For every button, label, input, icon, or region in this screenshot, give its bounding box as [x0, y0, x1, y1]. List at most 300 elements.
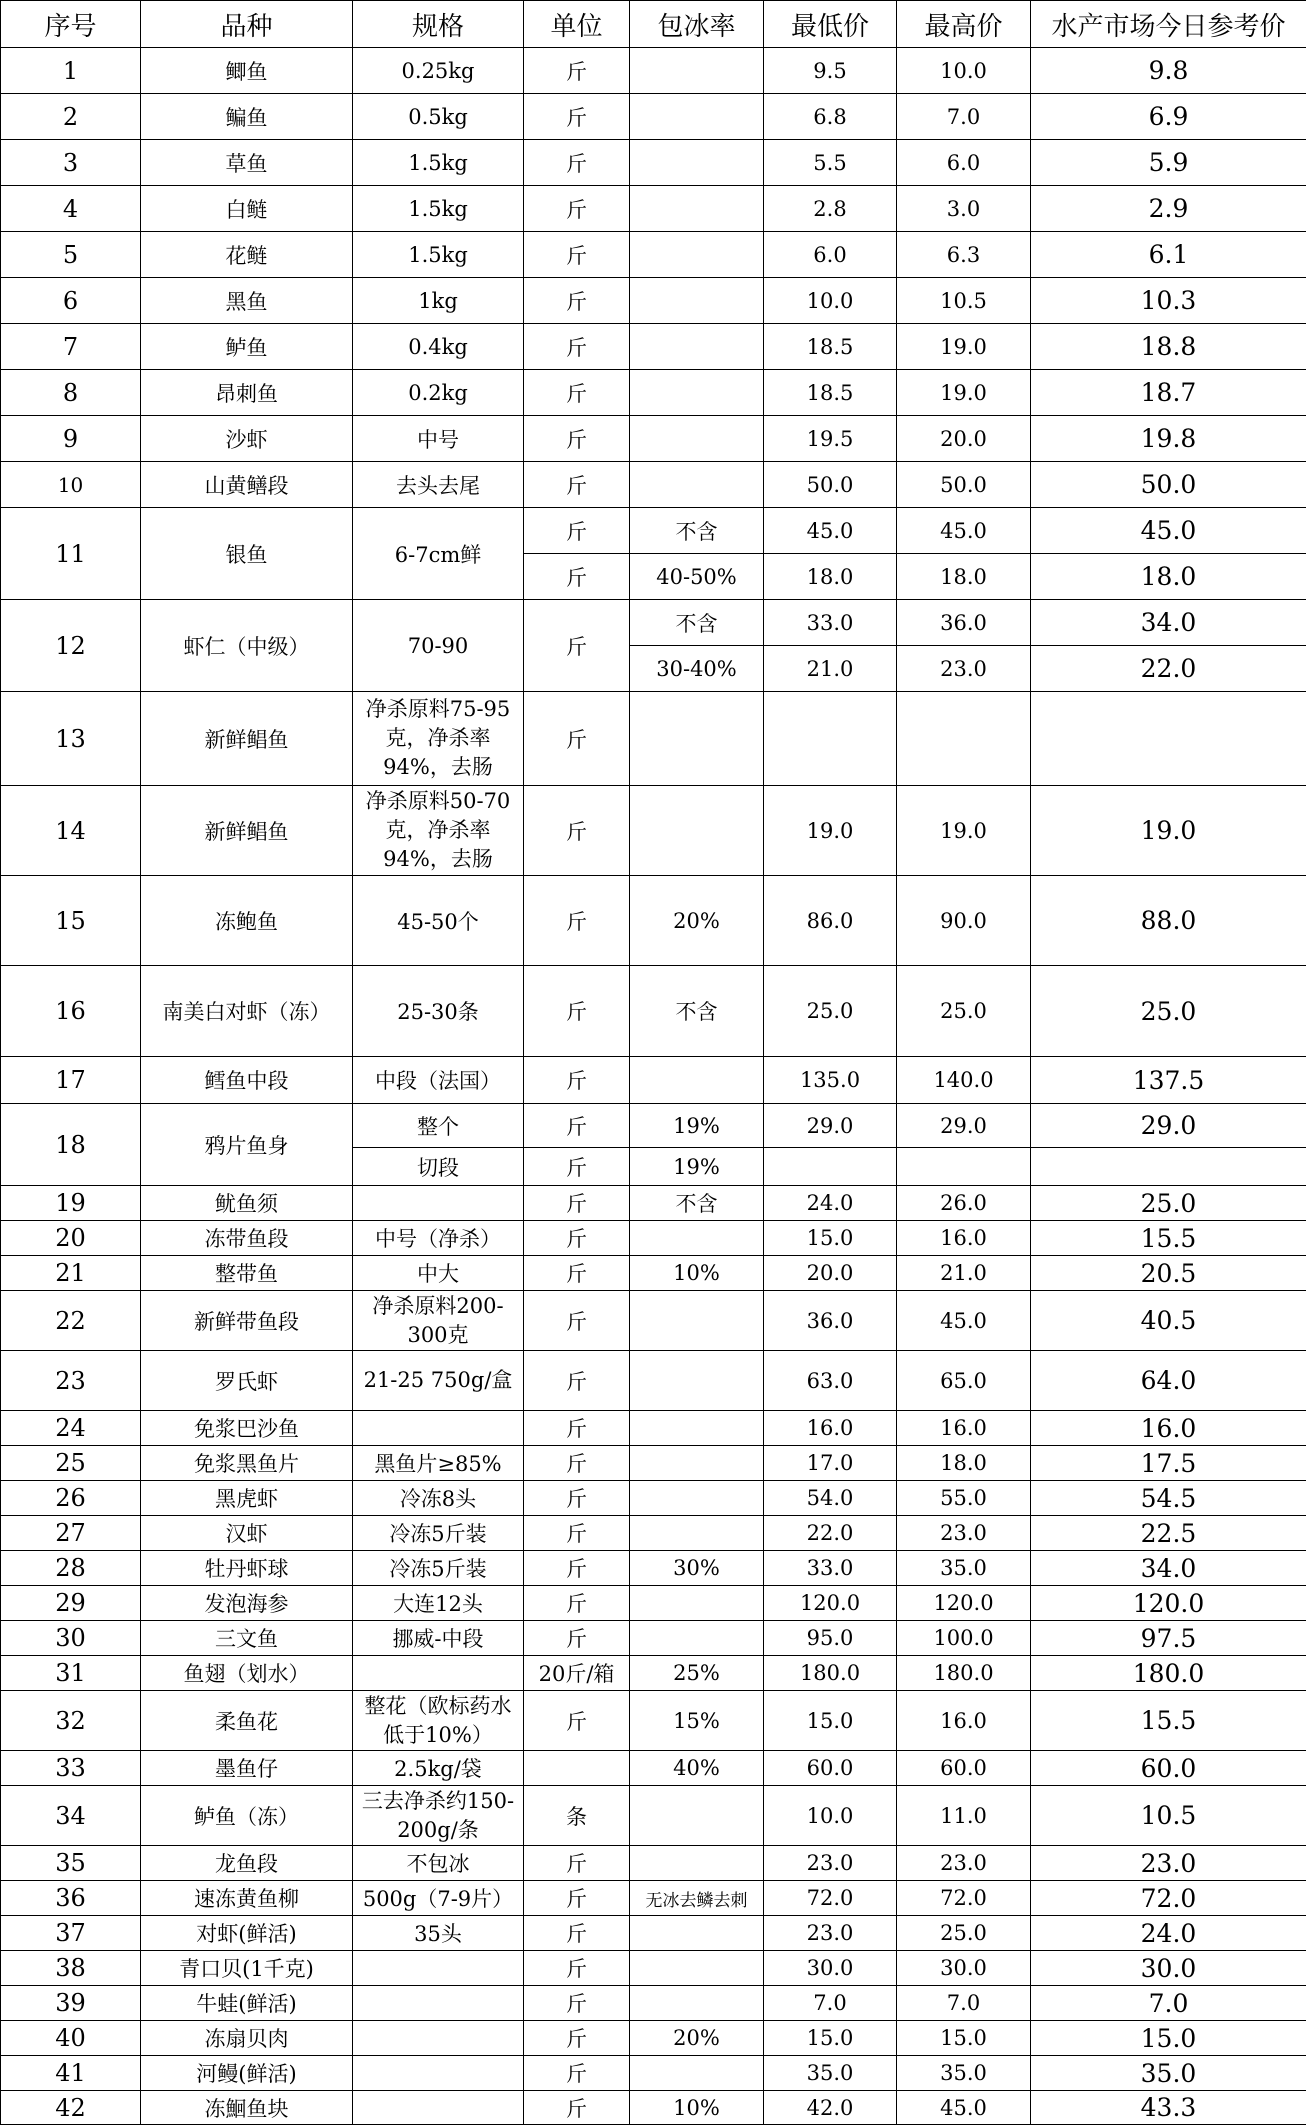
cell-variety: 冻鲍鱼 — [141, 876, 353, 966]
cell-ice-rate — [630, 94, 764, 140]
cell-max-price: 60.0 — [897, 1751, 1031, 1786]
cell-unit: 斤 — [524, 1916, 630, 1951]
cell-variety: 草鱼 — [141, 140, 353, 186]
cell-variety: 柔鱼花 — [141, 1691, 353, 1751]
cell-seq: 18 — [1, 1104, 141, 1186]
cell-ice-rate — [630, 1221, 764, 1256]
cell-unit: 斤 — [524, 232, 630, 278]
cell-max-price — [897, 1148, 1031, 1186]
cell-variety: 冻带鱼段 — [141, 1221, 353, 1256]
cell-spec: 0.4kg — [353, 324, 524, 370]
cell-reference-price: 40.5 — [1031, 1291, 1306, 1351]
cell-unit: 斤 — [524, 1516, 630, 1551]
cell-reference-price: 64.0 — [1031, 1351, 1306, 1411]
header-spec: 规格 — [353, 1, 524, 48]
cell-reference-price: 19.0 — [1031, 786, 1306, 876]
cell-seq: 22 — [1, 1291, 141, 1351]
cell-min-price: 2.8 — [764, 186, 897, 232]
cell-unit: 斤 — [524, 1586, 630, 1621]
cell-variety: 黑鱼 — [141, 278, 353, 324]
header-variety: 品种 — [141, 1, 353, 48]
cell-ice-rate — [630, 1446, 764, 1481]
cell-variety: 鲫鱼 — [141, 48, 353, 94]
cell-unit: 斤 — [524, 1221, 630, 1256]
cell-ice-rate — [630, 324, 764, 370]
cell-spec: 0.25kg — [353, 48, 524, 94]
cell-reference-price: 24.0 — [1031, 1916, 1306, 1951]
cell-ice-rate: 不含 — [630, 508, 764, 554]
cell-ice-rate — [630, 1291, 764, 1351]
cell-min-price: 6.0 — [764, 232, 897, 278]
cell-seq: 4 — [1, 186, 141, 232]
cell-spec: 70-90 — [353, 600, 524, 692]
cell-max-price: 55.0 — [897, 1481, 1031, 1516]
table-row — [1, 1481, 1306, 1516]
cell-spec: 冷冻5斤装 — [353, 1516, 524, 1551]
cell-unit: 斤 — [524, 786, 630, 876]
cell-min-price: 23.0 — [764, 1846, 897, 1881]
cell-spec — [353, 2056, 524, 2091]
cell-max-price: 20.0 — [897, 416, 1031, 462]
cell-variety: 鳕鱼中段 — [141, 1057, 353, 1104]
cell-spec: 挪威-中段 — [353, 1621, 524, 1656]
cell-reference-price: 20.5 — [1031, 1256, 1306, 1291]
cell-reference-price: 72.0 — [1031, 1881, 1306, 1916]
cell-min-price — [764, 1148, 897, 1186]
cell-unit: 斤 — [524, 324, 630, 370]
cell-ice-rate — [630, 692, 764, 786]
cell-max-price: 10.0 — [897, 48, 1031, 94]
table-row — [1, 1621, 1306, 1656]
cell-seq: 30 — [1, 1621, 141, 1656]
cell-max-price: 16.0 — [897, 1221, 1031, 1256]
cell-ice-rate — [630, 462, 764, 508]
cell-spec: 不包冰 — [353, 1846, 524, 1881]
table-row — [1, 1446, 1306, 1481]
cell-seq: 23 — [1, 1351, 141, 1411]
cell-spec: 21-25 750g/盒 — [353, 1351, 524, 1411]
cell-reference-price: 35.0 — [1031, 2056, 1306, 2091]
cell-min-price: 15.0 — [764, 1691, 897, 1751]
cell-max-price: 23.0 — [897, 1516, 1031, 1551]
cell-max-price: 16.0 — [897, 1411, 1031, 1446]
cell-ice-rate: 19% — [630, 1104, 764, 1148]
cell-unit: 斤 — [524, 876, 630, 966]
cell-seq: 40 — [1, 2021, 141, 2056]
cell-min-price: 45.0 — [764, 508, 897, 554]
table-row — [1, 2021, 1306, 2056]
cell-ice-rate — [630, 140, 764, 186]
cell-ice-rate: 40% — [630, 1751, 764, 1786]
table-row — [1, 1846, 1306, 1881]
cell-variety: 鸦片鱼身 — [141, 1104, 353, 1186]
cell-ice-rate — [630, 1351, 764, 1411]
cell-min-price: 18.0 — [764, 554, 897, 600]
cell-seq: 35 — [1, 1846, 141, 1881]
table-row — [1, 1986, 1306, 2021]
cell-max-price: 90.0 — [897, 876, 1031, 966]
cell-seq: 12 — [1, 600, 141, 692]
cell-unit: 斤 — [524, 966, 630, 1057]
cell-spec: 25-30条 — [353, 966, 524, 1057]
cell-spec: 中段（法国） — [353, 1057, 524, 1104]
cell-reference-price: 2.9 — [1031, 186, 1306, 232]
cell-variety: 白鲢 — [141, 186, 353, 232]
table-row — [1, 232, 1306, 278]
table-row — [1, 1916, 1306, 1951]
cell-variety: 冻鮰鱼块 — [141, 2091, 353, 2125]
cell-spec: 黑鱼片≥85% — [353, 1446, 524, 1481]
cell-spec: 0.2kg — [353, 370, 524, 416]
cell-seq: 1 — [1, 48, 141, 94]
cell-reference-price: 7.0 — [1031, 1986, 1306, 2021]
cell-min-price: 42.0 — [764, 2091, 897, 2125]
cell-spec: 去头去尾 — [353, 462, 524, 508]
cell-seq: 2 — [1, 94, 141, 140]
cell-max-price: 45.0 — [897, 508, 1031, 554]
cell-unit: 斤 — [524, 1621, 630, 1656]
cell-variety: 对虾(鲜活) — [141, 1916, 353, 1951]
table-row — [1, 692, 1306, 786]
cell-variety: 青口贝(1千克) — [141, 1951, 353, 1986]
cell-ice-rate: 20% — [630, 876, 764, 966]
cell-min-price: 120.0 — [764, 1586, 897, 1621]
cell-variety: 花鲢 — [141, 232, 353, 278]
cell-unit: 斤 — [524, 1351, 630, 1411]
cell-spec: 1.5kg — [353, 186, 524, 232]
cell-min-price: 72.0 — [764, 1881, 897, 1916]
cell-variety: 免浆巴沙鱼 — [141, 1411, 353, 1446]
cell-min-price: 18.5 — [764, 324, 897, 370]
cell-seq: 10 — [1, 462, 141, 508]
table-row — [1, 1516, 1306, 1551]
cell-max-price: 140.0 — [897, 1057, 1031, 1104]
cell-unit: 斤 — [524, 1481, 630, 1516]
cell-seq: 9 — [1, 416, 141, 462]
cell-unit: 20斤/箱 — [524, 1656, 630, 1691]
table-row — [1, 416, 1306, 462]
cell-spec: 35头 — [353, 1916, 524, 1951]
cell-seq: 34 — [1, 1786, 141, 1846]
cell-ice-rate: 30% — [630, 1551, 764, 1586]
cell-max-price: 10.5 — [897, 278, 1031, 324]
cell-variety: 鱿鱼须 — [141, 1186, 353, 1221]
cell-ice-rate: 无冰去鳞去刺 — [630, 1881, 764, 1916]
cell-spec: 整花（欧标药水低于10%） — [353, 1691, 524, 1751]
cell-seq: 13 — [1, 692, 141, 786]
cell-reference-price: 15.5 — [1031, 1691, 1306, 1751]
table-row — [1, 1786, 1306, 1846]
cell-variety: 新鲜带鱼段 — [141, 1291, 353, 1351]
cell-reference-price — [1031, 692, 1306, 786]
cell-spec: 0.5kg — [353, 94, 524, 140]
cell-max-price: 35.0 — [897, 1551, 1031, 1586]
cell-min-price: 22.0 — [764, 1516, 897, 1551]
cell-variety: 沙虾 — [141, 416, 353, 462]
cell-reference-price: 137.5 — [1031, 1057, 1306, 1104]
cell-reference-price: 88.0 — [1031, 876, 1306, 966]
cell-ice-rate — [630, 370, 764, 416]
cell-min-price: 16.0 — [764, 1411, 897, 1446]
cell-seq: 11 — [1, 508, 141, 600]
cell-seq: 17 — [1, 1057, 141, 1104]
header-ice-rate: 包冰率 — [630, 1, 764, 48]
table-row — [1, 1656, 1306, 1691]
cell-variety: 免浆黑鱼片 — [141, 1446, 353, 1481]
cell-unit: 斤 — [524, 1846, 630, 1881]
cell-seq: 38 — [1, 1951, 141, 1986]
cell-unit: 斤 — [524, 1551, 630, 1586]
table-row — [1, 1691, 1306, 1751]
cell-max-price: 180.0 — [897, 1656, 1031, 1691]
cell-min-price: 35.0 — [764, 2056, 897, 2091]
cell-ice-rate: 不含 — [630, 600, 764, 646]
header-seq: 序号 — [1, 1, 141, 48]
table-row — [1, 462, 1306, 508]
cell-max-price: 7.0 — [897, 1986, 1031, 2021]
cell-unit: 斤 — [524, 416, 630, 462]
cell-unit: 斤 — [524, 278, 630, 324]
cell-variety: 鲈鱼 — [141, 324, 353, 370]
cell-reference-price: 22.5 — [1031, 1516, 1306, 1551]
cell-min-price: 29.0 — [764, 1104, 897, 1148]
cell-unit: 斤 — [524, 1104, 630, 1148]
cell-ice-rate: 不含 — [630, 1186, 764, 1221]
cell-variety: 鱼翅（划水） — [141, 1656, 353, 1691]
cell-seq: 15 — [1, 876, 141, 966]
cell-min-price — [764, 692, 897, 786]
header-max-price: 最高价 — [897, 1, 1031, 48]
table-row — [1, 1256, 1306, 1291]
cell-max-price: 18.0 — [897, 1446, 1031, 1481]
table-row — [1, 2091, 1306, 2125]
cell-max-price: 25.0 — [897, 1916, 1031, 1951]
cell-spec: 6-7cm鲜 — [353, 508, 524, 600]
cell-max-price: 100.0 — [897, 1621, 1031, 1656]
cell-variety: 墨鱼仔 — [141, 1751, 353, 1786]
cell-reference-price: 120.0 — [1031, 1586, 1306, 1621]
cell-unit: 斤 — [524, 600, 630, 692]
table-row — [1, 1751, 1306, 1786]
table-row — [1, 1221, 1306, 1256]
cell-spec: 中大 — [353, 1256, 524, 1291]
cell-spec: 切段 — [353, 1148, 524, 1186]
table-row — [1, 186, 1306, 232]
cell-variety: 鳊鱼 — [141, 94, 353, 140]
cell-spec — [353, 1656, 524, 1691]
cell-spec — [353, 1951, 524, 1986]
cell-min-price: 23.0 — [764, 1916, 897, 1951]
cell-min-price: 36.0 — [764, 1291, 897, 1351]
cell-spec — [353, 1186, 524, 1221]
cell-reference-price: 6.9 — [1031, 94, 1306, 140]
cell-max-price: 3.0 — [897, 186, 1031, 232]
cell-max-price: 120.0 — [897, 1586, 1031, 1621]
cell-max-price: 50.0 — [897, 462, 1031, 508]
cell-ice-rate: 19% — [630, 1148, 764, 1186]
cell-variety: 鲈鱼（冻） — [141, 1786, 353, 1846]
cell-ice-rate — [630, 186, 764, 232]
cell-reference-price: 60.0 — [1031, 1751, 1306, 1786]
cell-seq: 8 — [1, 370, 141, 416]
cell-variety: 罗氏虾 — [141, 1351, 353, 1411]
cell-max-price: 11.0 — [897, 1786, 1031, 1846]
header-reference-price: 水产市场今日参考价 — [1031, 1, 1306, 48]
table-row — [1, 1551, 1306, 1586]
cell-max-price: 26.0 — [897, 1186, 1031, 1221]
cell-ice-rate: 不含 — [630, 966, 764, 1057]
table-row — [1, 876, 1306, 966]
cell-ice-rate — [630, 1481, 764, 1516]
cell-seq: 27 — [1, 1516, 141, 1551]
cell-ice-rate — [630, 1916, 764, 1951]
cell-ice-rate: 10% — [630, 1256, 764, 1291]
cell-spec: 冷冻8头 — [353, 1481, 524, 1516]
cell-max-price: 36.0 — [897, 600, 1031, 646]
cell-reference-price: 10.5 — [1031, 1786, 1306, 1846]
cell-reference-price: 50.0 — [1031, 462, 1306, 508]
cell-max-price: 7.0 — [897, 94, 1031, 140]
cell-unit: 斤 — [524, 186, 630, 232]
cell-reference-price: 5.9 — [1031, 140, 1306, 186]
cell-reference-price: 23.0 — [1031, 1846, 1306, 1881]
cell-ice-rate — [630, 1951, 764, 1986]
cell-reference-price: 17.5 — [1031, 1446, 1306, 1481]
cell-reference-price — [1031, 1148, 1306, 1186]
cell-seq: 42 — [1, 2091, 141, 2125]
cell-unit: 斤 — [524, 2021, 630, 2056]
cell-unit: 斤 — [524, 1986, 630, 2021]
cell-min-price: 15.0 — [764, 1221, 897, 1256]
cell-unit: 斤 — [524, 140, 630, 186]
cell-min-price: 24.0 — [764, 1186, 897, 1221]
cell-min-price: 180.0 — [764, 1656, 897, 1691]
cell-seq: 28 — [1, 1551, 141, 1586]
cell-variety: 冻扇贝肉 — [141, 2021, 353, 2056]
table-row — [1, 1881, 1306, 1916]
cell-min-price: 54.0 — [764, 1481, 897, 1516]
cell-ice-rate — [630, 232, 764, 278]
cell-spec: 中号（净杀） — [353, 1221, 524, 1256]
cell-reference-price: 34.0 — [1031, 1551, 1306, 1586]
table-row — [1, 966, 1306, 1057]
cell-unit: 斤 — [524, 462, 630, 508]
cell-min-price: 18.5 — [764, 370, 897, 416]
cell-spec — [353, 1986, 524, 2021]
cell-unit: 斤 — [524, 2091, 630, 2125]
cell-spec: 大连12头 — [353, 1586, 524, 1621]
cell-reference-price: 9.8 — [1031, 48, 1306, 94]
cell-reference-price: 22.0 — [1031, 646, 1306, 692]
cell-max-price: 35.0 — [897, 2056, 1031, 2091]
cell-seq: 24 — [1, 1411, 141, 1446]
cell-reference-price: 43.3 — [1031, 2091, 1306, 2125]
cell-unit: 斤 — [524, 370, 630, 416]
cell-max-price: 45.0 — [897, 1291, 1031, 1351]
cell-min-price: 9.5 — [764, 48, 897, 94]
cell-seq: 5 — [1, 232, 141, 278]
cell-variety: 南美白对虾（冻） — [141, 966, 353, 1057]
cell-ice-rate — [630, 278, 764, 324]
cell-unit: 斤 — [524, 1446, 630, 1481]
cell-min-price: 33.0 — [764, 600, 897, 646]
cell-spec: 净杀原料50-70克，净杀率94%，去肠 — [353, 786, 524, 876]
header-min-price: 最低价 — [764, 1, 897, 48]
cell-ice-rate — [630, 1846, 764, 1881]
cell-max-price: 15.0 — [897, 2021, 1031, 2056]
cell-min-price: 95.0 — [764, 1621, 897, 1656]
cell-max-price: 19.0 — [897, 786, 1031, 876]
cell-unit: 斤 — [524, 1881, 630, 1916]
cell-spec: 45-50个 — [353, 876, 524, 966]
cell-ice-rate — [630, 416, 764, 462]
cell-seq: 37 — [1, 1916, 141, 1951]
cell-seq: 26 — [1, 1481, 141, 1516]
cell-max-price: 25.0 — [897, 966, 1031, 1057]
cell-spec — [353, 1411, 524, 1446]
cell-unit: 斤 — [524, 692, 630, 786]
cell-seq: 31 — [1, 1656, 141, 1691]
cell-spec: 中号 — [353, 416, 524, 462]
cell-seq: 3 — [1, 140, 141, 186]
cell-max-price: 29.0 — [897, 1104, 1031, 1148]
cell-variety: 昂刺鱼 — [141, 370, 353, 416]
cell-min-price: 17.0 — [764, 1446, 897, 1481]
cell-unit: 斤 — [524, 1951, 630, 1986]
table-row — [1, 1291, 1306, 1351]
cell-variety: 新鲜鲳鱼 — [141, 692, 353, 786]
cell-variety: 黑虎虾 — [141, 1481, 353, 1516]
cell-max-price: 65.0 — [897, 1351, 1031, 1411]
cell-variety: 新鲜鲳鱼 — [141, 786, 353, 876]
cell-seq: 25 — [1, 1446, 141, 1481]
cell-spec: 净杀原料75-95克，净杀率94%，去肠 — [353, 692, 524, 786]
cell-min-price: 63.0 — [764, 1351, 897, 1411]
cell-variety: 龙鱼段 — [141, 1846, 353, 1881]
table-row — [1, 786, 1306, 876]
cell-min-price: 15.0 — [764, 2021, 897, 2056]
cell-ice-rate — [630, 1621, 764, 1656]
cell-max-price: 18.0 — [897, 554, 1031, 600]
cell-reference-price: 25.0 — [1031, 1186, 1306, 1221]
cell-reference-price: 30.0 — [1031, 1951, 1306, 1986]
cell-min-price: 6.8 — [764, 94, 897, 140]
cell-reference-price: 15.5 — [1031, 1221, 1306, 1256]
cell-reference-price: 10.3 — [1031, 278, 1306, 324]
cell-min-price: 19.5 — [764, 416, 897, 462]
cell-variety: 汉虾 — [141, 1516, 353, 1551]
cell-unit: 斤 — [524, 2056, 630, 2091]
cell-unit: 条 — [524, 1786, 630, 1846]
table-row — [1, 48, 1306, 94]
cell-ice-rate: 40-50% — [630, 554, 764, 600]
cell-seq: 21 — [1, 1256, 141, 1291]
cell-spec — [353, 2021, 524, 2056]
cell-ice-rate: 25% — [630, 1656, 764, 1691]
cell-seq: 20 — [1, 1221, 141, 1256]
cell-min-price: 60.0 — [764, 1751, 897, 1786]
cell-max-price: 6.0 — [897, 140, 1031, 186]
cell-variety: 山黄鳝段 — [141, 462, 353, 508]
table-row — [1, 1586, 1306, 1621]
cell-spec: 1kg — [353, 278, 524, 324]
cell-min-price: 135.0 — [764, 1057, 897, 1104]
cell-ice-rate — [630, 1586, 764, 1621]
cell-ice-rate — [630, 2056, 764, 2091]
cell-seq: 41 — [1, 2056, 141, 2091]
cell-variety: 牡丹虾球 — [141, 1551, 353, 1586]
cell-seq: 6 — [1, 278, 141, 324]
